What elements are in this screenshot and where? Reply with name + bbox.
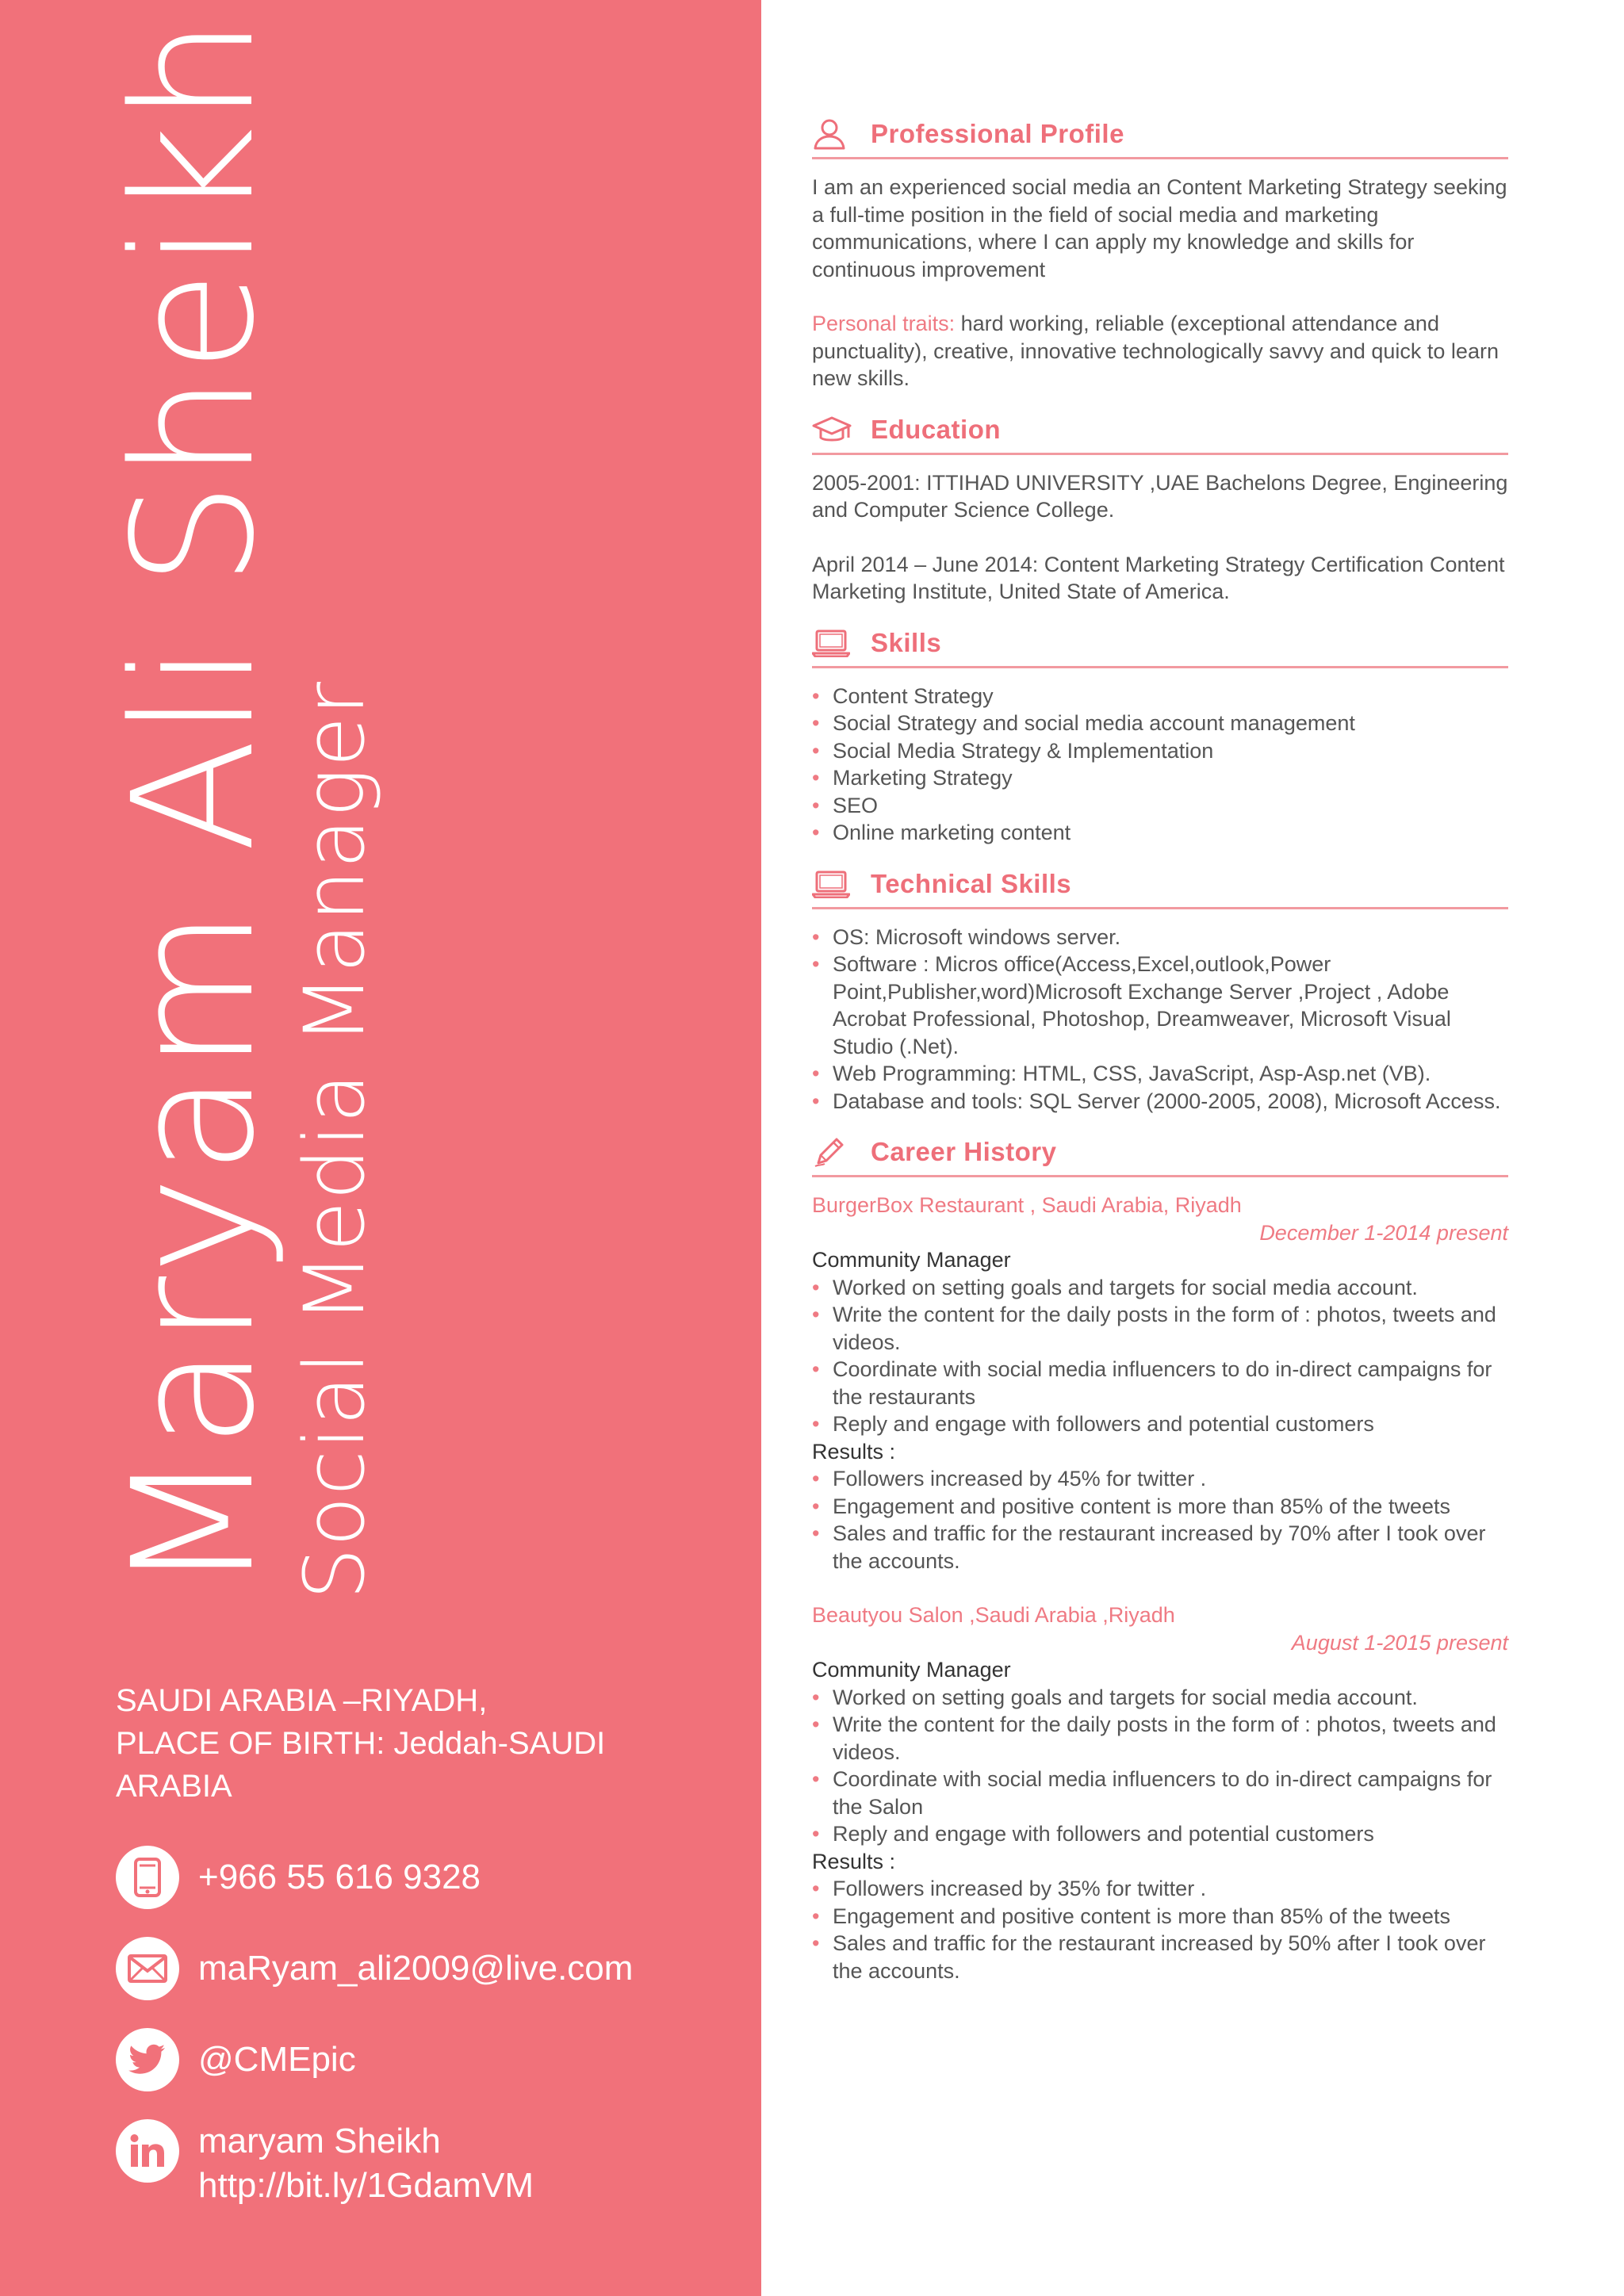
section-education bbox=[812, 407, 1508, 606]
section-technical-skills bbox=[812, 861, 1508, 1115]
contact-email bbox=[116, 1937, 633, 2000]
job-employer: Beautyou Salon ,Saudi Arabia ,Riyadh bbox=[812, 1603, 1175, 1627]
list-item: • Followers increased by 45% for twitter . bbox=[812, 1465, 1508, 1493]
job-entry bbox=[812, 1601, 1508, 1984]
graduation-cap-icon bbox=[812, 412, 852, 447]
technical-skills-list bbox=[812, 924, 1508, 1115]
list-item: • Worked on setting goals and targets for social media account. bbox=[812, 1274, 1508, 1302]
list-item: • Social Strategy and social media account management bbox=[812, 710, 1508, 737]
location-line: PLACE OF BIRTH: Jeddah-SAUDI bbox=[116, 1726, 606, 1761]
job-role: Community Manager bbox=[812, 1248, 1011, 1272]
user-icon bbox=[812, 117, 852, 151]
list-item: • Software : Micros office(Access,Excel,outlook,Power Point,Publisher,word)Microsoft Exchange Server ,Project , Adobe Acrobat Professional, Photoshop, Dreamweaver, Microsoft Visual Studio (.Net). bbox=[812, 951, 1508, 1060]
job-duties bbox=[812, 1684, 1508, 1848]
list-item: • Worked on setting goals and targets for social media account. bbox=[812, 1684, 1508, 1712]
list-item: • Marketing Strategy bbox=[812, 764, 1508, 792]
list-item: • SEO bbox=[812, 792, 1508, 820]
job-results bbox=[812, 1875, 1508, 1984]
list-item: • Coordinate with social media influencers to do in-direct campaigns for the Salon bbox=[812, 1766, 1508, 1820]
candidate-title: Social Media Manager bbox=[286, 680, 383, 1600]
profile-summary: I am an experienced social media an Content Marketing Strategy seeking a full-time position in the field of social media and marketing communications, where I can apply my knowledge and skills for continuous improvement bbox=[812, 175, 1507, 281]
section-title: Technical Skills bbox=[871, 868, 1072, 898]
list-item: • Write the content for the daily posts in the form of : photos, tweets and videos. bbox=[812, 1301, 1508, 1356]
section-header bbox=[812, 861, 1508, 909]
list-item: • Coordinate with social media influencers to do in-direct campaigns for the restaurants bbox=[812, 1356, 1508, 1410]
list-item: • Write the content for the daily posts in the form of : photos, tweets and videos. bbox=[812, 1711, 1508, 1766]
list-item: • Engagement and positive content is more than 85% of the tweets bbox=[812, 1903, 1508, 1931]
list-item: • Engagement and positive content is more than 85% of the tweets bbox=[812, 1493, 1508, 1521]
list-item: • Online marketing content bbox=[812, 819, 1508, 847]
section-header bbox=[812, 620, 1508, 668]
traits-text: hard working, reliable (exceptional attendance and punctuality), creative, innovative technologically savvy and quick to learn new skills. bbox=[812, 312, 1499, 390]
section-title: Education bbox=[871, 414, 1002, 444]
list-item: • OS: Microsoft windows server. bbox=[812, 924, 1508, 951]
section-career-history bbox=[812, 1129, 1508, 1984]
list-item: • Sales and traffic for the restaurant increased by 50% after I took over the accounts. bbox=[812, 1930, 1508, 1984]
education-entry: April 2014 – June 2014: Content Marketing Strategy Certification Content Marketing Institute, United State of America. bbox=[812, 552, 1505, 603]
traits-label: Personal traits: bbox=[812, 312, 956, 335]
results-label: Results : bbox=[812, 1849, 896, 1873]
candidate-name: Maryam Ali Sheikh bbox=[97, 15, 291, 1594]
list-item: • Reply and engage with followers and potential customers bbox=[812, 1410, 1508, 1438]
results-label: Results : bbox=[812, 1439, 896, 1464]
location-line: SAUDI ARABIA –RIYADH, bbox=[116, 1683, 488, 1718]
twitter-handle[interactable]: @CMEpic bbox=[198, 2040, 356, 2079]
twitter-bird-icon bbox=[116, 2028, 179, 2091]
linkedin-icon bbox=[116, 2119, 179, 2183]
job-employer: BurgerBox Restaurant , Saudi Arabia, Riyadh bbox=[812, 1193, 1242, 1217]
envelope-icon bbox=[116, 1937, 179, 2000]
section-header bbox=[812, 407, 1508, 455]
location-block bbox=[116, 1679, 703, 1808]
location-line: ARABIA bbox=[116, 1769, 232, 1804]
linkedin-url[interactable]: http://bit.ly/1GdamVM bbox=[198, 2166, 534, 2205]
contact-phone bbox=[116, 1846, 481, 1909]
job-duties bbox=[812, 1274, 1508, 1438]
email-address[interactable]: maRyam_ali2009@live.com bbox=[198, 1949, 634, 1988]
skills-list bbox=[812, 683, 1508, 847]
section-title: Professional Profile bbox=[871, 119, 1124, 148]
list-item: • Content Strategy bbox=[812, 683, 1508, 710]
sidebar bbox=[0, 0, 761, 2296]
list-item: • Database and tools: SQL Server (2000-2005, 2008), Microsoft Access. bbox=[812, 1088, 1508, 1115]
contact-linkedin bbox=[116, 2119, 534, 2208]
list-item: • Web Programming: HTML, CSS, JavaScript, Asp-Asp.net (VB). bbox=[812, 1060, 1508, 1088]
list-item: • Followers increased by 35% for twitter . bbox=[812, 1875, 1508, 1903]
job-role: Community Manager bbox=[812, 1658, 1011, 1682]
pencil-icon bbox=[812, 1135, 852, 1169]
main-content bbox=[812, 111, 1508, 1999]
list-item: • Reply and engage with followers and potential customers bbox=[812, 1820, 1508, 1848]
list-item: • Sales and traffic for the restaurant increased by 70% after I took over the accounts. bbox=[812, 1520, 1508, 1575]
contact-twitter bbox=[116, 2028, 356, 2091]
section-title: Skills bbox=[871, 627, 942, 657]
section-header bbox=[812, 1129, 1508, 1177]
phone-icon bbox=[116, 1846, 179, 1909]
list-item: • Social Media Strategy & Implementation bbox=[812, 737, 1508, 765]
job-results bbox=[812, 1465, 1508, 1575]
job-period: December 1-2014 present bbox=[1259, 1220, 1508, 1245]
section-professional-profile bbox=[812, 111, 1508, 392]
section-skills bbox=[812, 620, 1508, 847]
laptop-icon bbox=[812, 626, 852, 660]
job-period: August 1-2015 present bbox=[1291, 1630, 1508, 1655]
personal-traits bbox=[812, 310, 1508, 392]
education-entry: 2005-2001: ITTIHAD UNIVERSITY ,UAE Bachelons Degree, Engineering and Computer Science College. bbox=[812, 470, 1508, 522]
linkedin-name[interactable]: maryam Sheikh bbox=[198, 2122, 441, 2160]
phone-number[interactable]: +966 55 616 9328 bbox=[198, 1858, 481, 1896]
job-entry bbox=[812, 1192, 1508, 1575]
laptop-icon bbox=[812, 867, 852, 901]
section-header bbox=[812, 111, 1508, 159]
section-title: Career History bbox=[871, 1137, 1057, 1166]
